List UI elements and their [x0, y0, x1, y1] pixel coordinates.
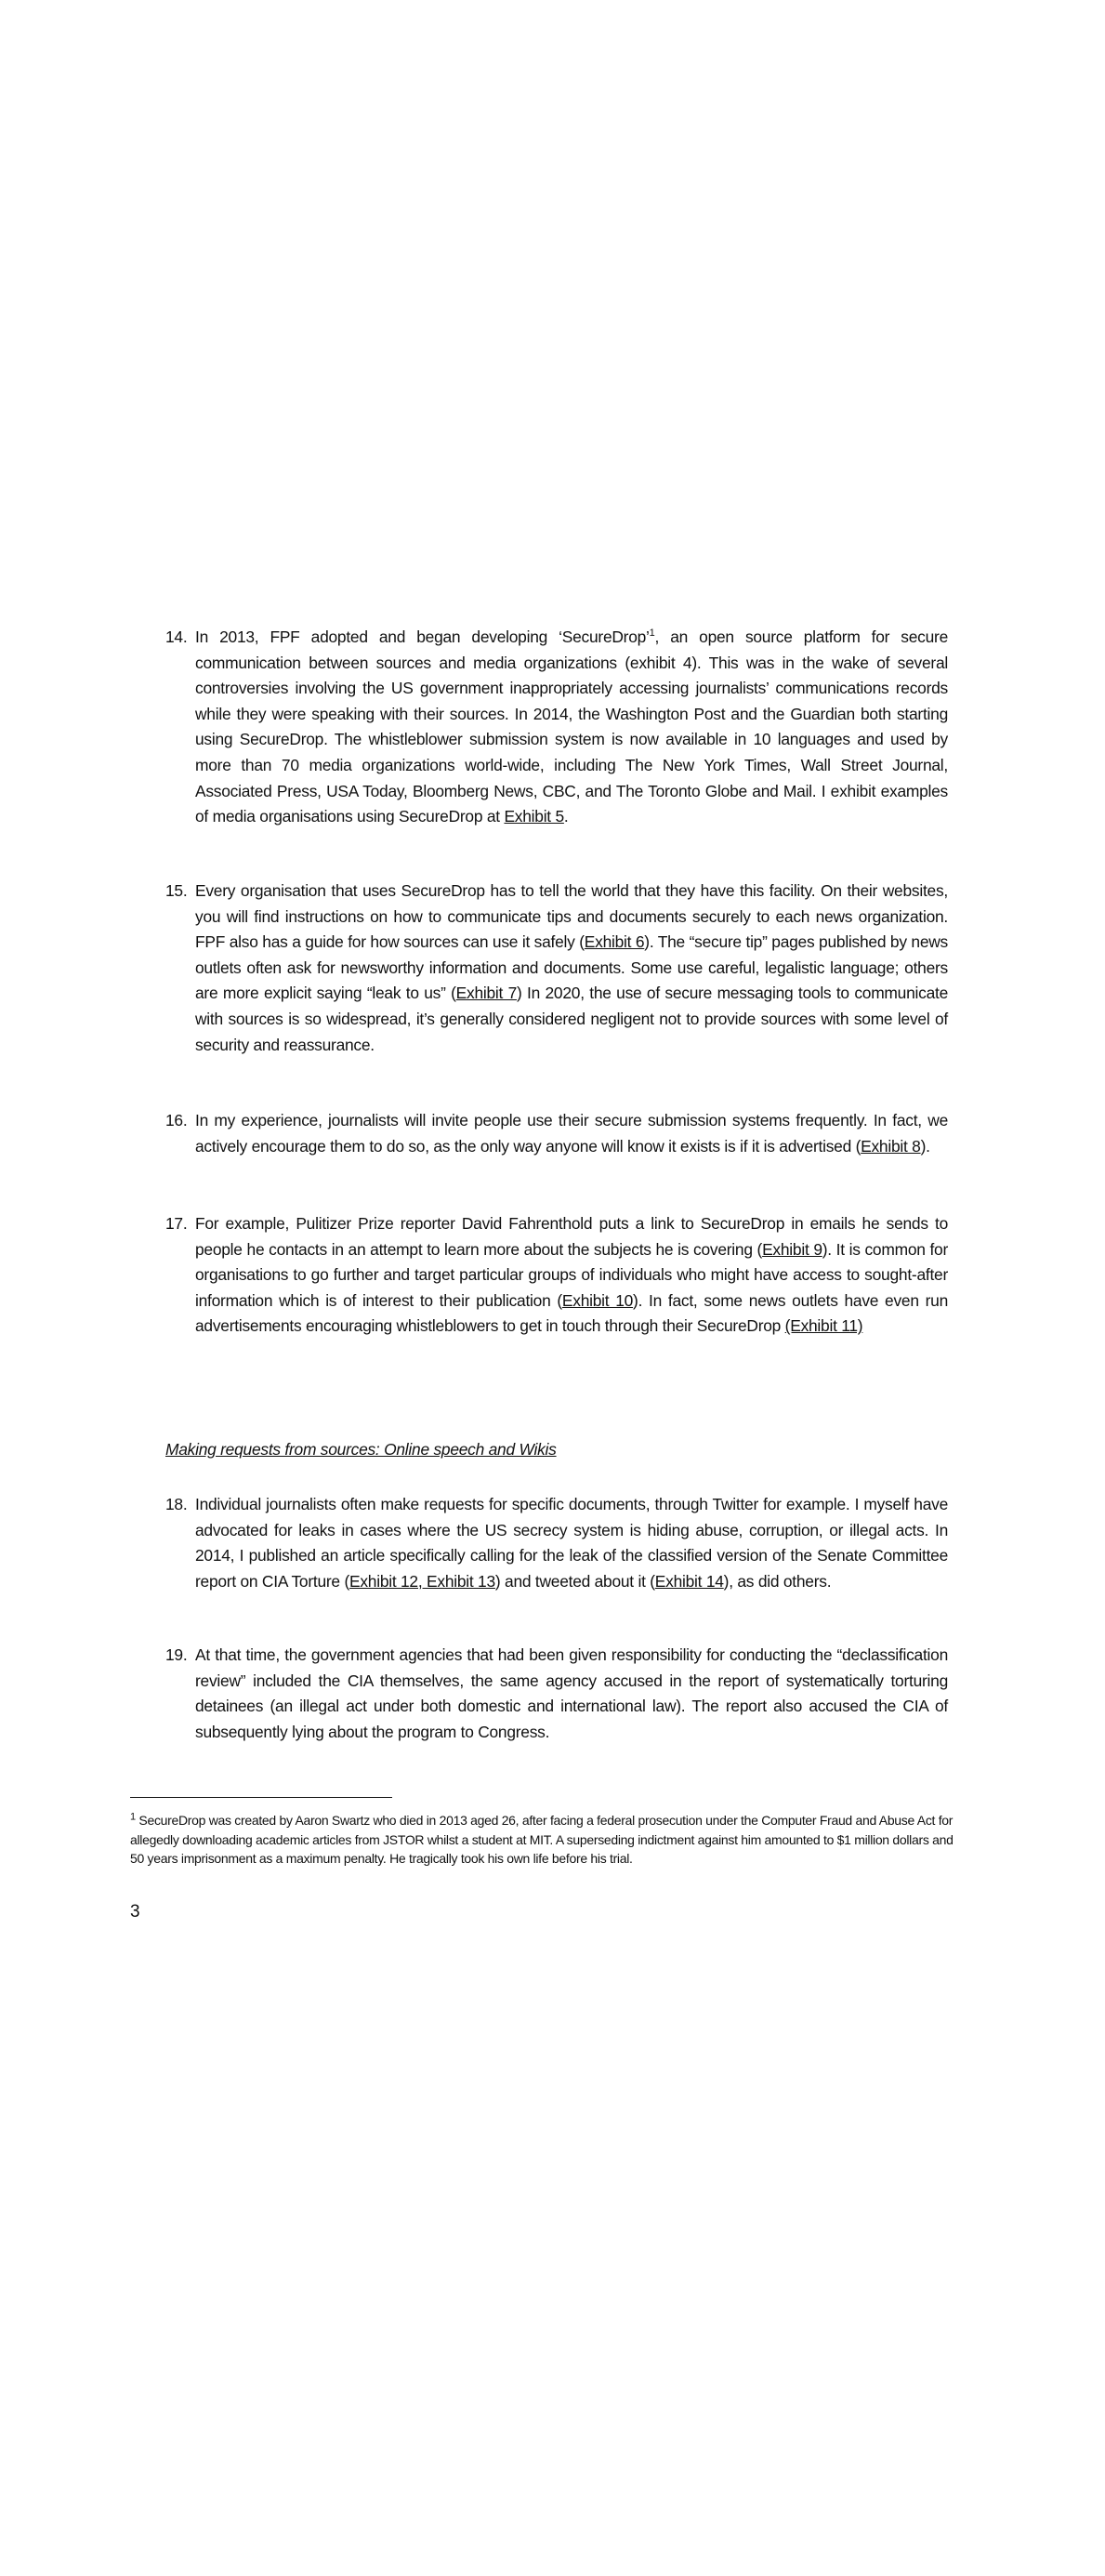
paragraph-text: In 2013, FPF adopted and began developing ‘SecureDrop’	[195, 627, 650, 646]
paragraph-text: ) In 2020, the use of secure messaging tools to communicate with sources is so widespread, it’s generally considered negligent not to provide sources with some level of security and reassurance.	[195, 984, 948, 1054]
exhibit-link[interactable]: Exhibit 6	[584, 932, 645, 952]
exhibit-link[interactable]: Exhibit 7	[455, 984, 518, 1003]
paragraph-16	[165, 1108, 948, 1159]
paragraph-number: 15.	[165, 881, 188, 900]
paragraph-text: , an open source platform for secure communication between sources and media organizations (exhibit 4). This was in the wake of several controversies involving the US government inappropriately accessing journalists’ communications records while they were speaking with their sources. In 2014, the Washington Post and the Guardian both starting using SecureDrop. The whistleblower submission system is now available in 10 languages and used by more than 70 media organizations world-wide, including The New York Times, Wall Street Journal, Associated Press, USA Today, Bloomberg News, CBC, and The Toronto Globe and Mail. I exhibit examples of media organisations using SecureDrop at	[195, 627, 948, 826]
paragraph-text: ). It is common for organisations to go further and target particular groups of individuals who might have access to sought-after information which is of interest to their publication (	[195, 1239, 948, 1310]
paragraph-text: For example, Pulitizer Prize reporter David Fahrenthold puts a link to SecureDrop in emails he sends to people he contacts in an attempt to learn more about the subjects he is covering (	[195, 1214, 948, 1259]
footnote-text: SecureDrop was created by Aaron Swartz who died in 2013 aged 26, after facing a federal prosecution under the Computer Fraud and Abuse Act for allegedly downloading academic articles from JSTOR whilst a student at MIT. A superseding indictment against him amounted to $1 million dollars and 50 years imprisonment as a maximum penalty. He tragically took his own life before his trial.	[130, 1813, 954, 1867]
paragraph-text: .	[563, 807, 569, 826]
footnote-separator	[130, 1797, 392, 1798]
paragraph-text: ) and tweeted about it (	[494, 1571, 655, 1591]
section-heading: Making requests from sources: Online speech and Wikis	[165, 1440, 557, 1459]
paragraph-text: ). The “secure tip” pages published by news outlets often ask for newsworthy information and documents. Some use careful, legalistic language; others are more explicit saying “leak to us” (	[195, 932, 949, 1003]
exhibit-link[interactable]: Exhibit 9	[762, 1239, 822, 1259]
paragraph-number: 16.	[165, 1111, 188, 1129]
exhibit-link[interactable]: (Exhibit 11)	[784, 1316, 863, 1336]
paragraph-text: In my experience, journalists will invite people use their secure submission systems frequently. In fact, we actively encourage them to do so, as the only way anyone will know it exists is if it is advertised (	[195, 1111, 948, 1156]
paragraph-text: At that time, the government agencies that had been given responsibility for conducting the “declassification review” included the CIA themselves, the same agency accused in the report of systematically torturing detainees (an illegal act under both domestic and international law). The report also accused the CIA of subsequently lying about the program to Congress.	[195, 1645, 948, 1741]
paragraph-number: 14.	[165, 627, 188, 646]
paragraph-number: 18.	[165, 1495, 188, 1513]
footnote	[130, 1811, 967, 1869]
paragraph-15	[165, 878, 948, 1058]
paragraph-14	[165, 625, 948, 830]
paragraph-17	[165, 1211, 948, 1340]
paragraph-number: 19.	[165, 1645, 188, 1664]
paragraph-text: Individual journalists often make requests for specific documents, through Twitter for example. I myself have advocated for leaks in cases where the US secrecy system is hiding abuse, corruption, or illegal acts. In 2014, I published an article specifically calling for the leak of the classified version of the Senate Committee report on CIA Torture (	[195, 1495, 948, 1591]
paragraph-text: ), as did others.	[723, 1571, 832, 1591]
paragraph-18	[165, 1492, 948, 1594]
footnote-reference[interactable]: 1	[649, 627, 655, 640]
exhibit-link[interactable]: Exhibit 8	[861, 1136, 921, 1156]
paragraph-text: ). In fact, some news outlets have even run advertisements encouraging whistleblowers to get in touch through their SecureDrop	[195, 1290, 948, 1336]
paragraph-text: Every organisation that uses SecureDrop has to tell the world that they have this facility. On their websites, you will find instructions on how to communicate tips and documents securely to each news organization. FPF also has a guide for how sources can use it safely (	[195, 881, 948, 952]
exhibit-link[interactable]: Exhibit 10	[561, 1290, 634, 1310]
exhibit-link[interactable]: Exhibit 14	[654, 1571, 724, 1591]
exhibit-link[interactable]: Exhibit 12, Exhibit 13	[349, 1571, 495, 1591]
paragraph-19	[165, 1643, 948, 1745]
paragraph-text: ).	[920, 1136, 930, 1156]
paragraph-number: 17.	[165, 1214, 188, 1233]
page-number: 3	[130, 1902, 140, 1922]
exhibit-link[interactable]: Exhibit 5	[504, 807, 564, 826]
footnote-mark: 1	[130, 1811, 136, 1823]
